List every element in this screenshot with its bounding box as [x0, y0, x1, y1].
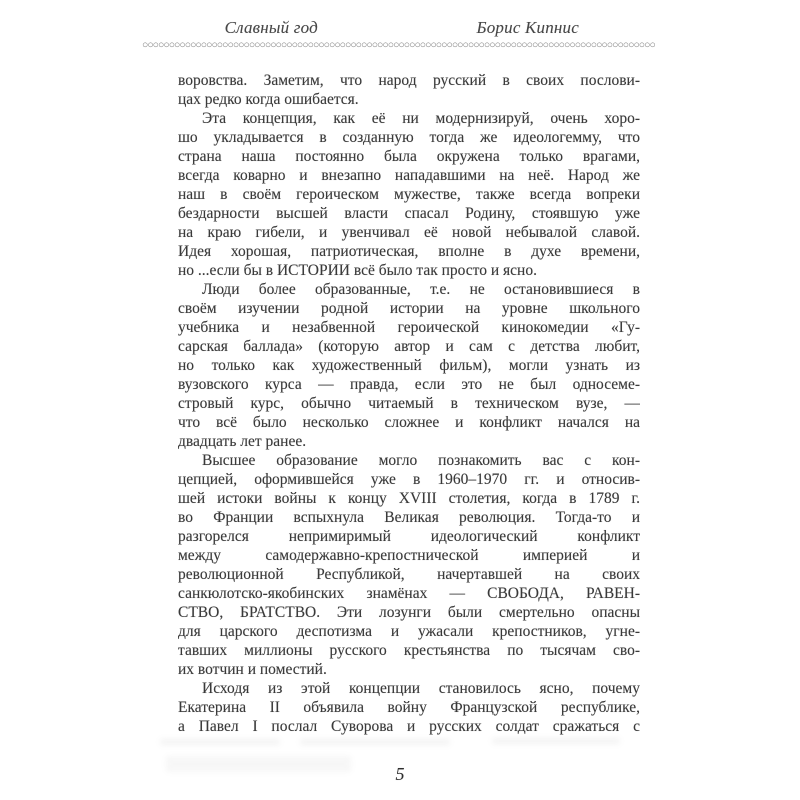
text-line: что всё было несколько сложнее и конфликт начался на	[178, 414, 640, 431]
scan-artifact	[160, 739, 280, 745]
text-line: их вотчин и поместий.	[178, 661, 327, 678]
text-line: бездарности высшей власти спасал Родину, стоявшую уже	[178, 205, 640, 222]
text-line: Люди более образованные, т.е. не остановившиеся в	[202, 281, 640, 298]
text-line: санкюлотско-якобинских знамёнах — СВОБОДА, РАВЕН-	[178, 585, 640, 602]
paragraph	[178, 679, 640, 736]
body-text	[178, 71, 640, 736]
text-line: цепцией, оформившейся уже в 1960–1970 гг. и относив-	[178, 471, 640, 488]
text-line: шо укладывается в созданную тогда же идеологемму, что	[178, 129, 640, 146]
text-line: но ...если бы в ИСТОРИИ всё было так просто и ясно.	[178, 262, 537, 279]
text-line: вузовского курса — правда, если это не был односеме-	[178, 376, 640, 393]
text-line: Екатерина II объявила войну Французской республике,	[178, 699, 640, 716]
text-line: Идея хорошая, патриотическая, вполне в духе времени,	[178, 243, 640, 260]
text-line: наш в своём героическом мужестве, также всегда вопреки	[178, 186, 640, 203]
text-line: а Павел I послал Суворова и русских солдат сражаться с	[178, 718, 640, 735]
text-line: революционной Республикой, начертавшей на своих	[178, 566, 640, 583]
chain-divider-ornament: ○○○○○○○○○○○○○○○○○○○○○○○○○○○○○○○○○○○○○○○○○○○○○○○○○○○○○○○○○○○○○○○○○○○○○○○○○○○○○○○○○○○○○○○○○○○○○○○○	[142, 40, 655, 51]
scan-artifact	[300, 739, 450, 745]
text-line: двадцать лет ранее.	[178, 433, 307, 450]
page-header	[143, 18, 656, 38]
text-line: Исходя из этой концепции становилось ясно, почему	[202, 680, 640, 697]
running-head-book-title: Славный год	[224, 18, 318, 37]
text-line: СТВО, БРАТСТВО. Эти лозунги были смертельно опасны	[178, 604, 640, 621]
text-line: но только как художественный фильм), могли узнать из	[178, 357, 640, 374]
page-number: 5	[395, 764, 405, 784]
scan-artifact	[492, 738, 620, 744]
text-line: тавших миллионы русского крестьянства по тысячам сво-	[178, 642, 640, 659]
text-line: между самодержавно-крепостнической империей и	[178, 547, 640, 564]
paragraph	[178, 451, 640, 679]
text-line: Эта концепция, как её ни модернизируй, очень хоро-	[202, 110, 640, 127]
text-line: шей истоки войны к концу XVIII столетия, когда в 1789 г.	[178, 490, 640, 507]
text-line: цах редко когда ошибается.	[178, 91, 359, 108]
text-line: разгорелся непримиримый идеологический конфликт	[178, 528, 640, 545]
text-line: учебника и незабвенной героической кинокомедии «Гу-	[178, 319, 640, 336]
text-line: Высшее образование могло познакомить вас с кон-	[202, 452, 640, 469]
text-line: во Франции вспыхнула Великая революция. Тогда-то и	[178, 509, 640, 526]
text-line: для царского деспотизма и ужасали крепостников, угне-	[178, 623, 640, 640]
text-line: на краю гибели, и увенчивал её новой небывалой славой.	[178, 224, 640, 241]
paragraph	[178, 109, 640, 280]
text-line: воровства. Заметим, что народ русский в своих послови-	[178, 72, 640, 89]
paragraph	[178, 71, 640, 109]
paragraph	[178, 280, 640, 451]
text-line: страна наша постоянно была окружена только врагами,	[178, 148, 640, 165]
text-line: всегда коварно и внезапно нападавшими на неё. Народ же	[178, 167, 640, 184]
running-head-author: Борис Кипнис	[476, 18, 579, 37]
text-line: сарская баллада» (которую автор и сам с детства любит,	[178, 338, 640, 355]
text-line: стровый курс, обычно читаемый в техническом вузе, —	[178, 395, 640, 412]
text-line: своём изучении родной истории на уровне школьного	[178, 300, 640, 317]
